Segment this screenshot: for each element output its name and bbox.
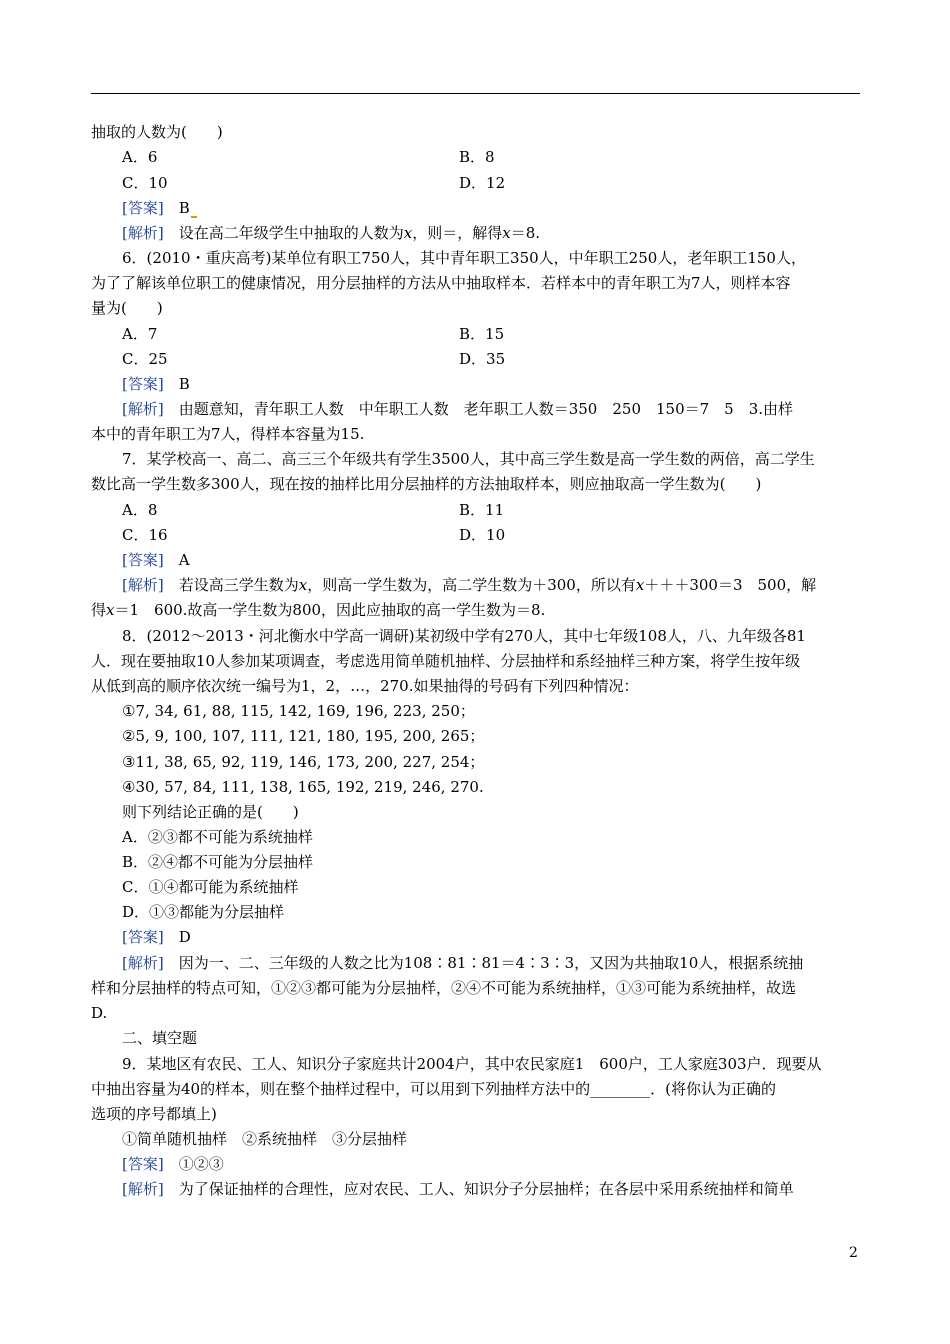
q6-answer bbox=[122, 374, 190, 394]
q8-answer bbox=[122, 927, 191, 947]
answer-value: B bbox=[178, 199, 190, 217]
q9-line-1: 9．某地区有农民、工人、知识分子家庭共计2004户，其中农民家庭1 600户，工人家庭303户．现要从 bbox=[122, 1055, 822, 1073]
q8-line-3: 从低到高的顺序依次统一编号为1，2，…，270.如果抽得的号码有下列四种情况： bbox=[91, 677, 639, 695]
analysis-text: ＋＋＋300＝3 500，解 bbox=[644, 576, 817, 594]
answer-tag: [答案] bbox=[122, 551, 164, 569]
analysis-text: ＝1 600.故高一学生数为800，因此应抽取的高一学生数为＝8. bbox=[114, 601, 546, 619]
q8-line-1: 8．(2012～2013・河北衡水中学高一调研)某初级中学有270人，其中七年级108人，八、九年级各81 bbox=[122, 627, 806, 645]
q5-option-a: A．6 bbox=[122, 148, 158, 166]
answer-value: B bbox=[178, 375, 190, 393]
analysis-text: 由题意知，青年职工人数 中年职工人数 老年职工人数＝350 250 150＝7 5 3.由样 bbox=[163, 400, 794, 418]
q7-answer bbox=[122, 550, 190, 570]
analysis-text: 因为一、二、三年级的人数之比为108∶81∶81＝4∶3∶3，又因为共抽取10人，根据系统抽 bbox=[163, 954, 804, 972]
q8-case-4: ④30, 57, 84, 111, 138, 165, 192, 219, 246, 270. bbox=[122, 778, 484, 796]
answer-value: ①②③ bbox=[178, 1155, 224, 1173]
q9-choices: ①简单随机抽样 ②系统抽样 ③分层抽样 bbox=[122, 1130, 408, 1148]
variable-x: x bbox=[635, 576, 645, 594]
q9-analysis-1 bbox=[122, 1179, 794, 1199]
variable-x: x bbox=[298, 576, 308, 594]
analysis-tag: [解析] bbox=[122, 1180, 164, 1198]
analysis-tag: [解析] bbox=[122, 224, 164, 242]
answer-value: A bbox=[178, 551, 190, 569]
answer-tag: [答案] bbox=[122, 1155, 164, 1173]
q8-case-3: ③11, 38, 65, 92, 119, 146, 173, 200, 227, 254； bbox=[122, 753, 485, 771]
q8-option-d: D．①③都能为分层抽样 bbox=[122, 903, 285, 921]
q6-option-a: A．7 bbox=[122, 325, 158, 343]
analysis-text: 得 bbox=[91, 601, 107, 619]
section-heading: 二、填空题 bbox=[122, 1029, 198, 1047]
q5-option-c: C．10 bbox=[122, 174, 168, 192]
variable-x: x bbox=[403, 224, 413, 242]
edit-mark bbox=[191, 216, 197, 218]
variable-x: x bbox=[502, 224, 511, 242]
q7-analysis-1 bbox=[122, 575, 816, 595]
q5-stem-tail: 抽取的人数为( ) bbox=[91, 123, 223, 141]
q6-analysis-2: 本中的青年职工为7人，得样本容量为15. bbox=[91, 425, 365, 443]
q7-option-d: D．10 bbox=[459, 526, 506, 544]
q6-option-b: B．15 bbox=[459, 325, 505, 343]
q7-line-1: 7．某学校高一、高二、高三三个年级共有学生3500人，其中高三学生数是高一学生数的两倍，高二学生 bbox=[122, 450, 815, 468]
q6-analysis-1 bbox=[122, 399, 793, 419]
answer-tag: [答案] bbox=[122, 375, 164, 393]
analysis-text: 为了保证抽样的合理性，应对农民、工人、知识分子分层抽样；在各层中采用系统抽样和简单 bbox=[163, 1180, 794, 1198]
q7-analysis-2 bbox=[91, 600, 545, 620]
q7-option-a: A．8 bbox=[122, 501, 158, 519]
q9-answer bbox=[122, 1154, 224, 1174]
answer-value: D bbox=[178, 928, 191, 946]
q8-analysis-2: 样和分层抽样的特点可知，①②③都可能为分层抽样，②④不可能为系统抽样，①③可能为系统抽样，故选 bbox=[91, 979, 797, 997]
answer-tag: [答案] bbox=[122, 928, 164, 946]
q9-line-2: 中抽出容量为40的样本，则在整个抽样过程中，可以用到下列抽样方法中的________．(将你认为正确的 bbox=[91, 1080, 776, 1098]
q5-answer bbox=[122, 198, 197, 218]
q8-question: 则下列结论正确的是( ) bbox=[122, 803, 299, 821]
q5-analysis bbox=[122, 223, 540, 243]
page-number: 2 bbox=[849, 1245, 858, 1261]
analysis-text: 设在高二年级学生中抽取的人数为 bbox=[163, 224, 404, 242]
q6-option-c: C．25 bbox=[122, 350, 168, 368]
q8-case-1: ①7, 34, 61, 88, 115, 142, 169, 196, 223, 250； bbox=[122, 702, 475, 720]
q8-case-2: ②5, 9, 100, 107, 111, 121, 180, 195, 200, 265； bbox=[122, 727, 485, 745]
q5-option-d: D．12 bbox=[459, 174, 506, 192]
analysis-tag: [解析] bbox=[122, 954, 164, 972]
analysis-tag: [解析] bbox=[122, 576, 164, 594]
variable-x: x bbox=[106, 601, 115, 619]
q8-line-2: 人．现在要抽取10人参加某项调查，考虑选用简单随机抽样、分层抽样和系经抽样三种方案，将学生按年级 bbox=[91, 652, 801, 670]
q9-line-3: 选项的序号都填上) bbox=[91, 1105, 217, 1123]
q7-option-c: C．16 bbox=[122, 526, 168, 544]
q8-analysis-3: D. bbox=[91, 1004, 108, 1022]
q7-line-2: 数比高一学生数多300人，现在按的抽样比用分层抽样的方法抽取样本，则应抽取高一学生数为( ) bbox=[91, 475, 762, 493]
q6-line-2: 为了了解该单位职工的健康情况，用分层抽样的方法从中抽取样本．若样本中的青年职工为7人，则样本容 bbox=[91, 274, 791, 292]
q6-line-3: 量为( ) bbox=[91, 299, 163, 317]
q8-analysis-1 bbox=[122, 953, 803, 973]
analysis-tag: [解析] bbox=[122, 400, 164, 418]
analysis-text: ，则高一学生数为，高二学生数为＋300，所以有 bbox=[307, 576, 636, 594]
q8-option-a: A．②③都不可能为系统抽样 bbox=[122, 828, 313, 846]
analysis-text: ＝8. bbox=[510, 224, 540, 242]
q6-option-d: D．35 bbox=[459, 350, 506, 368]
header-rule bbox=[91, 93, 860, 94]
q8-option-c: C．①④都可能为系统抽样 bbox=[122, 878, 299, 896]
answer-tag: [答案] bbox=[122, 199, 164, 217]
q6-line-1: 6．(2010・重庆高考)某单位有职工750人，其中青年职工350人，中年职工250人，老年职工150人， bbox=[122, 249, 806, 267]
q5-option-b: B．8 bbox=[459, 148, 495, 166]
q7-option-b: B．11 bbox=[459, 501, 505, 519]
analysis-text: 若设高三学生数为 bbox=[163, 576, 299, 594]
q8-option-b: B．②④都不可能为分层抽样 bbox=[122, 853, 314, 871]
analysis-text: ，则＝，解得 bbox=[412, 224, 503, 242]
